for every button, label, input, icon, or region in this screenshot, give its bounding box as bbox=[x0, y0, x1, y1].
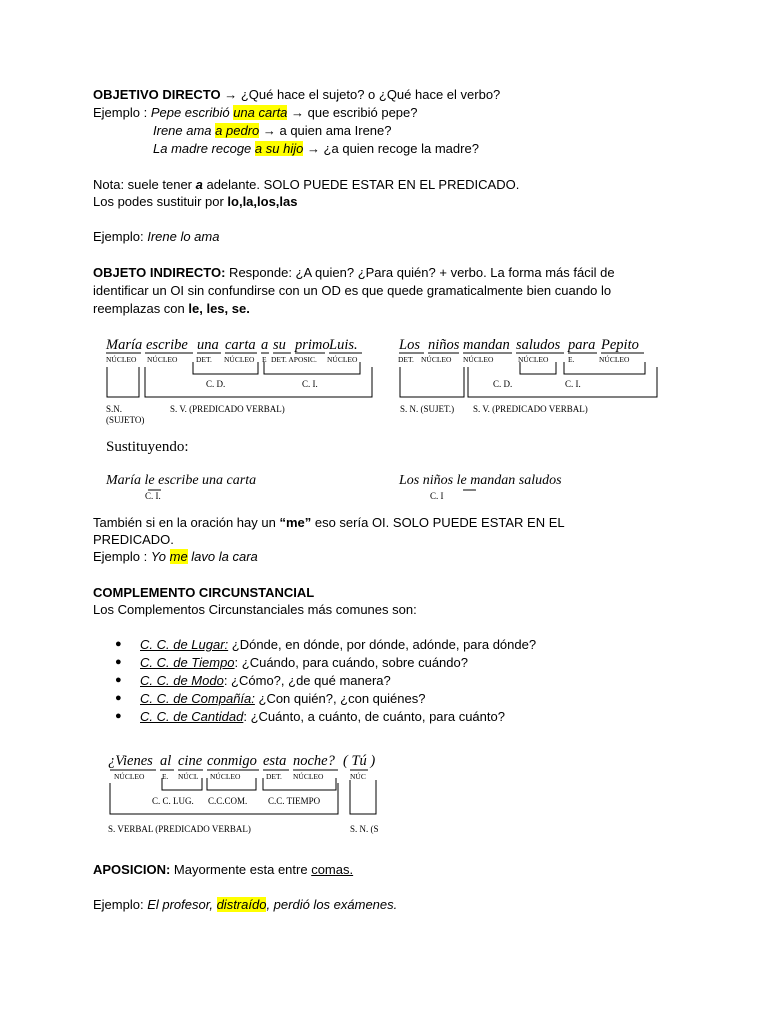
highlight: a su hijo bbox=[254, 141, 304, 156]
highlight: me bbox=[169, 549, 188, 564]
od-heading: OBJETIVO DIRECTO bbox=[93, 87, 221, 102]
apos-example bbox=[93, 896, 397, 914]
fig1-word: niños bbox=[428, 337, 460, 353]
fig1-sn-label: S. N. (SUJET.) bbox=[400, 404, 455, 414]
substitute-text: Los podes sustituir por bbox=[93, 194, 228, 209]
fig2-tag: NÚCL bbox=[178, 772, 199, 781]
note-text: Nota: suele tener bbox=[93, 177, 196, 192]
oi-text: eso sería OI. SOLO PUEDE ESTAR EN EL bbox=[311, 515, 565, 530]
example-text: → que escribió pepe? bbox=[287, 105, 418, 120]
cc-heading: COMPLEMENTO CIRCUNSTANCIAL bbox=[93, 585, 315, 600]
example-label: Ejemplo : bbox=[93, 105, 151, 120]
fig1-tag: NÚCLEO bbox=[463, 355, 494, 364]
fig2-word: ( Tú ) bbox=[343, 753, 376, 769]
bullet-icon: ● bbox=[115, 638, 122, 650]
cc-item-text: ¿Dónde, en dónde, por dónde, adónde, para dónde? bbox=[228, 637, 537, 652]
cc-item-label: C. C. de Modo bbox=[140, 673, 224, 688]
example-text: Pepe escribió bbox=[150, 105, 234, 120]
example-text: → ¿a quien recoge la madre? bbox=[303, 141, 479, 156]
highlight: a pedro bbox=[215, 123, 260, 138]
fig2-tag: E. bbox=[162, 772, 169, 781]
fig1-word: María bbox=[106, 337, 143, 353]
example-text: , perdió los exámenes. bbox=[266, 897, 398, 912]
oi-text: reemplazas con bbox=[93, 301, 189, 316]
fig2-cc-lug: C. C. LUG. bbox=[152, 796, 194, 806]
apos-heading: APOSICION: bbox=[93, 862, 171, 877]
fig1-tag: NÚCLEO bbox=[421, 355, 452, 364]
sustituyendo-label: Sustituyendo: bbox=[106, 439, 189, 455]
sub-text: escribe una carta bbox=[154, 473, 257, 488]
fig1-tag: NÚCLEO bbox=[106, 355, 137, 364]
example-text: Yo bbox=[150, 549, 170, 564]
oi-text: También si en la oración hay un bbox=[93, 515, 280, 530]
oi-line-2: identificar un OI sin confundirse con un OD es que quede gramaticalmente bien cuando lo bbox=[93, 283, 612, 298]
fig2-tag: NÚCLEO bbox=[114, 772, 145, 781]
cc-item-text: : ¿Cuándo, para cuándo, sobre cuándo? bbox=[234, 655, 468, 670]
sub-right-ci: C. I bbox=[430, 491, 444, 501]
fig2-word: noche? bbox=[293, 753, 335, 769]
bullet-icon: ● bbox=[115, 710, 122, 722]
fig1-word: a bbox=[261, 337, 269, 353]
fig1-tag: NÚCLEO bbox=[327, 355, 358, 364]
fig2-word: al bbox=[160, 753, 172, 769]
sub-left-ci: C. I. bbox=[145, 491, 161, 501]
example-text: lavo la cara bbox=[187, 549, 258, 564]
fig1-word: mandan bbox=[463, 337, 510, 353]
fig1-tag: E. bbox=[568, 355, 575, 364]
fig1-word: Luis. bbox=[329, 337, 358, 353]
fig2-word: esta bbox=[263, 753, 287, 769]
cc-item-text: : ¿Cuánto, a cuánto, de cuánto, para cuánto? bbox=[243, 709, 505, 724]
oi-me: “me” bbox=[279, 515, 312, 530]
fig2-tag: NÚCLEO bbox=[293, 772, 324, 781]
apos-line bbox=[93, 861, 353, 879]
fig2-tag: NÚC bbox=[350, 772, 366, 781]
fig1-tag: NÚCLEO bbox=[518, 355, 549, 364]
fig1-word: escribe bbox=[146, 337, 188, 353]
example-text: → a quien ama Irene? bbox=[259, 123, 392, 138]
fig2-cc-com: C.C.COM. bbox=[208, 796, 248, 806]
note-letter: a bbox=[195, 177, 203, 192]
fig1-ci-label: C. I. bbox=[565, 379, 581, 389]
fig1-word: una bbox=[197, 337, 219, 353]
cc-intro: Los Complementos Circunstanciales más comunes son: bbox=[93, 602, 417, 617]
bullet-icon: ● bbox=[115, 674, 122, 686]
fig1-word: saludos bbox=[516, 337, 561, 353]
cc-item-text: : ¿Cómo?, ¿de qué manera? bbox=[223, 673, 391, 688]
fig2-word: cine bbox=[178, 753, 203, 769]
fig1-sv-label: S. V. (PREDICADO VERBAL) bbox=[170, 404, 285, 414]
bullet-icon: ● bbox=[115, 692, 122, 704]
oi-heading: OBJETO INDIRECTO: bbox=[93, 265, 226, 280]
fig1-word: carta bbox=[225, 337, 256, 353]
oi-me-line-2: PREDICADO. bbox=[93, 532, 174, 547]
cc-item-label: C. C. de Lugar: bbox=[140, 637, 229, 652]
highlight: distraído bbox=[216, 897, 267, 912]
highlight: una carta bbox=[233, 105, 288, 120]
fig2-sv-label: S. VERBAL (PREDICADO VERBAL) bbox=[108, 824, 251, 834]
fig1-ci-label: C. I. bbox=[302, 379, 318, 389]
fig2-cc-tiempo: C.C. TIEMPO bbox=[268, 796, 321, 806]
fig1-tag: DET. APOSIC. bbox=[271, 355, 317, 364]
cc-item-label: C. C. de Tiempo bbox=[140, 655, 235, 670]
substitute-pronouns: lo,la,los,las bbox=[227, 194, 298, 209]
cc-item-label: C. C. de Compañía: bbox=[140, 691, 255, 706]
example-text: Irene lo ama bbox=[147, 229, 220, 244]
fig1-word: Pepito bbox=[601, 337, 639, 353]
oi-text: Responde: ¿A quien? ¿Para quién? + verbo. La forma más fácil de bbox=[225, 265, 615, 280]
note-text: adelante. SOLO PUEDE ESTAR EN EL PREDICADO. bbox=[202, 177, 520, 192]
example-label: Ejemplo : bbox=[93, 549, 151, 564]
sub-le: le bbox=[456, 473, 467, 488]
fig1-sv-label: S. V. (PREDICADO VERBAL) bbox=[473, 404, 588, 414]
bullet-icon: ● bbox=[115, 656, 122, 668]
fig1-word: primo bbox=[295, 337, 330, 353]
example-label: Ejemplo: bbox=[93, 229, 148, 244]
od-heading-rest: → ¿Qué hace el sujeto? o ¿Qué hace el verbo? bbox=[220, 87, 501, 102]
fig2-word: ¿Vienes bbox=[108, 753, 153, 769]
sub-text: mandan saludos bbox=[466, 473, 562, 488]
apos-text-underlined: comas. bbox=[311, 862, 354, 877]
oi-pronouns: le, les, se. bbox=[188, 301, 250, 316]
fig1-word: su bbox=[273, 337, 286, 353]
fig1-tag: NÚCLEO bbox=[599, 355, 630, 364]
sub-le: le bbox=[144, 473, 155, 488]
fig1-word: Los bbox=[399, 337, 420, 353]
apos-text: Mayormente esta entre bbox=[170, 862, 312, 877]
fig1-cd-label: C. D. bbox=[493, 379, 513, 389]
cc-item-label: C. C. de Cantidad bbox=[140, 709, 244, 724]
cc-item-text: ¿Con quién?, ¿con quiénes? bbox=[254, 691, 426, 706]
fig1-sn-label-2: (SUJETO) bbox=[106, 415, 145, 425]
fig1-word: para bbox=[568, 337, 596, 353]
fig1-tag: NÚCLEO bbox=[224, 355, 255, 364]
fig1-tag: E bbox=[262, 355, 267, 364]
fig1-cd-label: C. D. bbox=[206, 379, 226, 389]
fig1-tag: DET. bbox=[196, 355, 212, 364]
example-text: La madre recoge bbox=[153, 141, 255, 156]
fig1-tag: NÚCLEO bbox=[147, 355, 178, 364]
fig1-sn-label: S.N. bbox=[106, 404, 123, 414]
fig2-tag: DET. bbox=[266, 772, 282, 781]
example-text: Irene ama bbox=[153, 123, 216, 138]
sub-text: María bbox=[106, 473, 145, 488]
example-text: El profesor, bbox=[147, 897, 217, 912]
fig2-word: conmigo bbox=[207, 753, 257, 769]
example-label: Ejemplo: bbox=[93, 897, 148, 912]
fig2-tag: NÚCLEO bbox=[210, 772, 241, 781]
fig2-sn-label: S. N. (S bbox=[350, 824, 379, 834]
sub-text: Los niños bbox=[399, 473, 457, 488]
fig1-tag: DET. bbox=[398, 355, 414, 364]
